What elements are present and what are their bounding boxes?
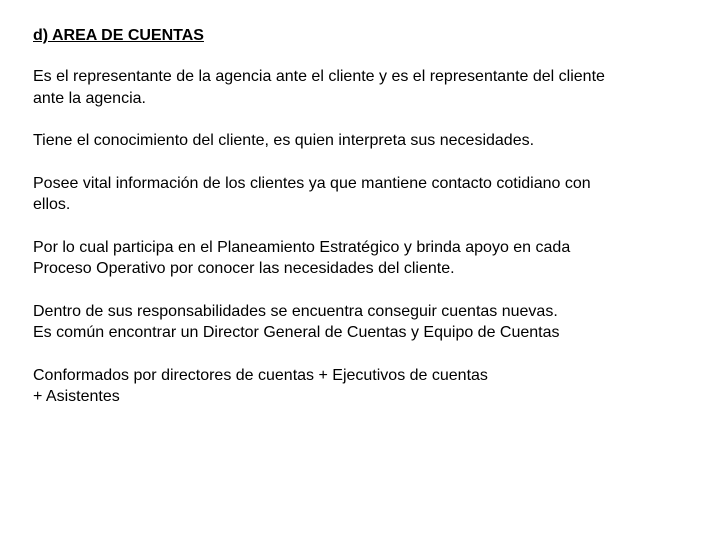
paragraph-planning: Por lo cual participa en el Planeamiento Estratégico y brinda apoyo en cada Proceso Operativo por conocer las necesidades del cliente. [33,238,571,277]
paragraph-team: Conformados por directores de cuentas + Ejecutivos de cuentas + Asistentes [33,366,488,405]
paragraph-knowledge: Tiene el conocimiento del cliente, es quien interpreta sus necesidades. [33,132,535,149]
paragraph-role: Es el representante de la agencia ante el cliente y es el representante del cliente ante la agencia. [33,68,605,107]
section-heading: d) AREA DE CUENTAS [33,27,204,44]
paragraph-information: Posee vital información de los clientes ya que mantiene contacto cotidiano con ellos. [33,174,591,213]
paragraph-responsibilities: Dentro de sus responsabilidades se encuentra conseguir cuentas nuevas. Es común encontrar un Director General de Cuentas y Equipo de Cuentas [33,302,560,341]
slide-content [33,26,693,429]
